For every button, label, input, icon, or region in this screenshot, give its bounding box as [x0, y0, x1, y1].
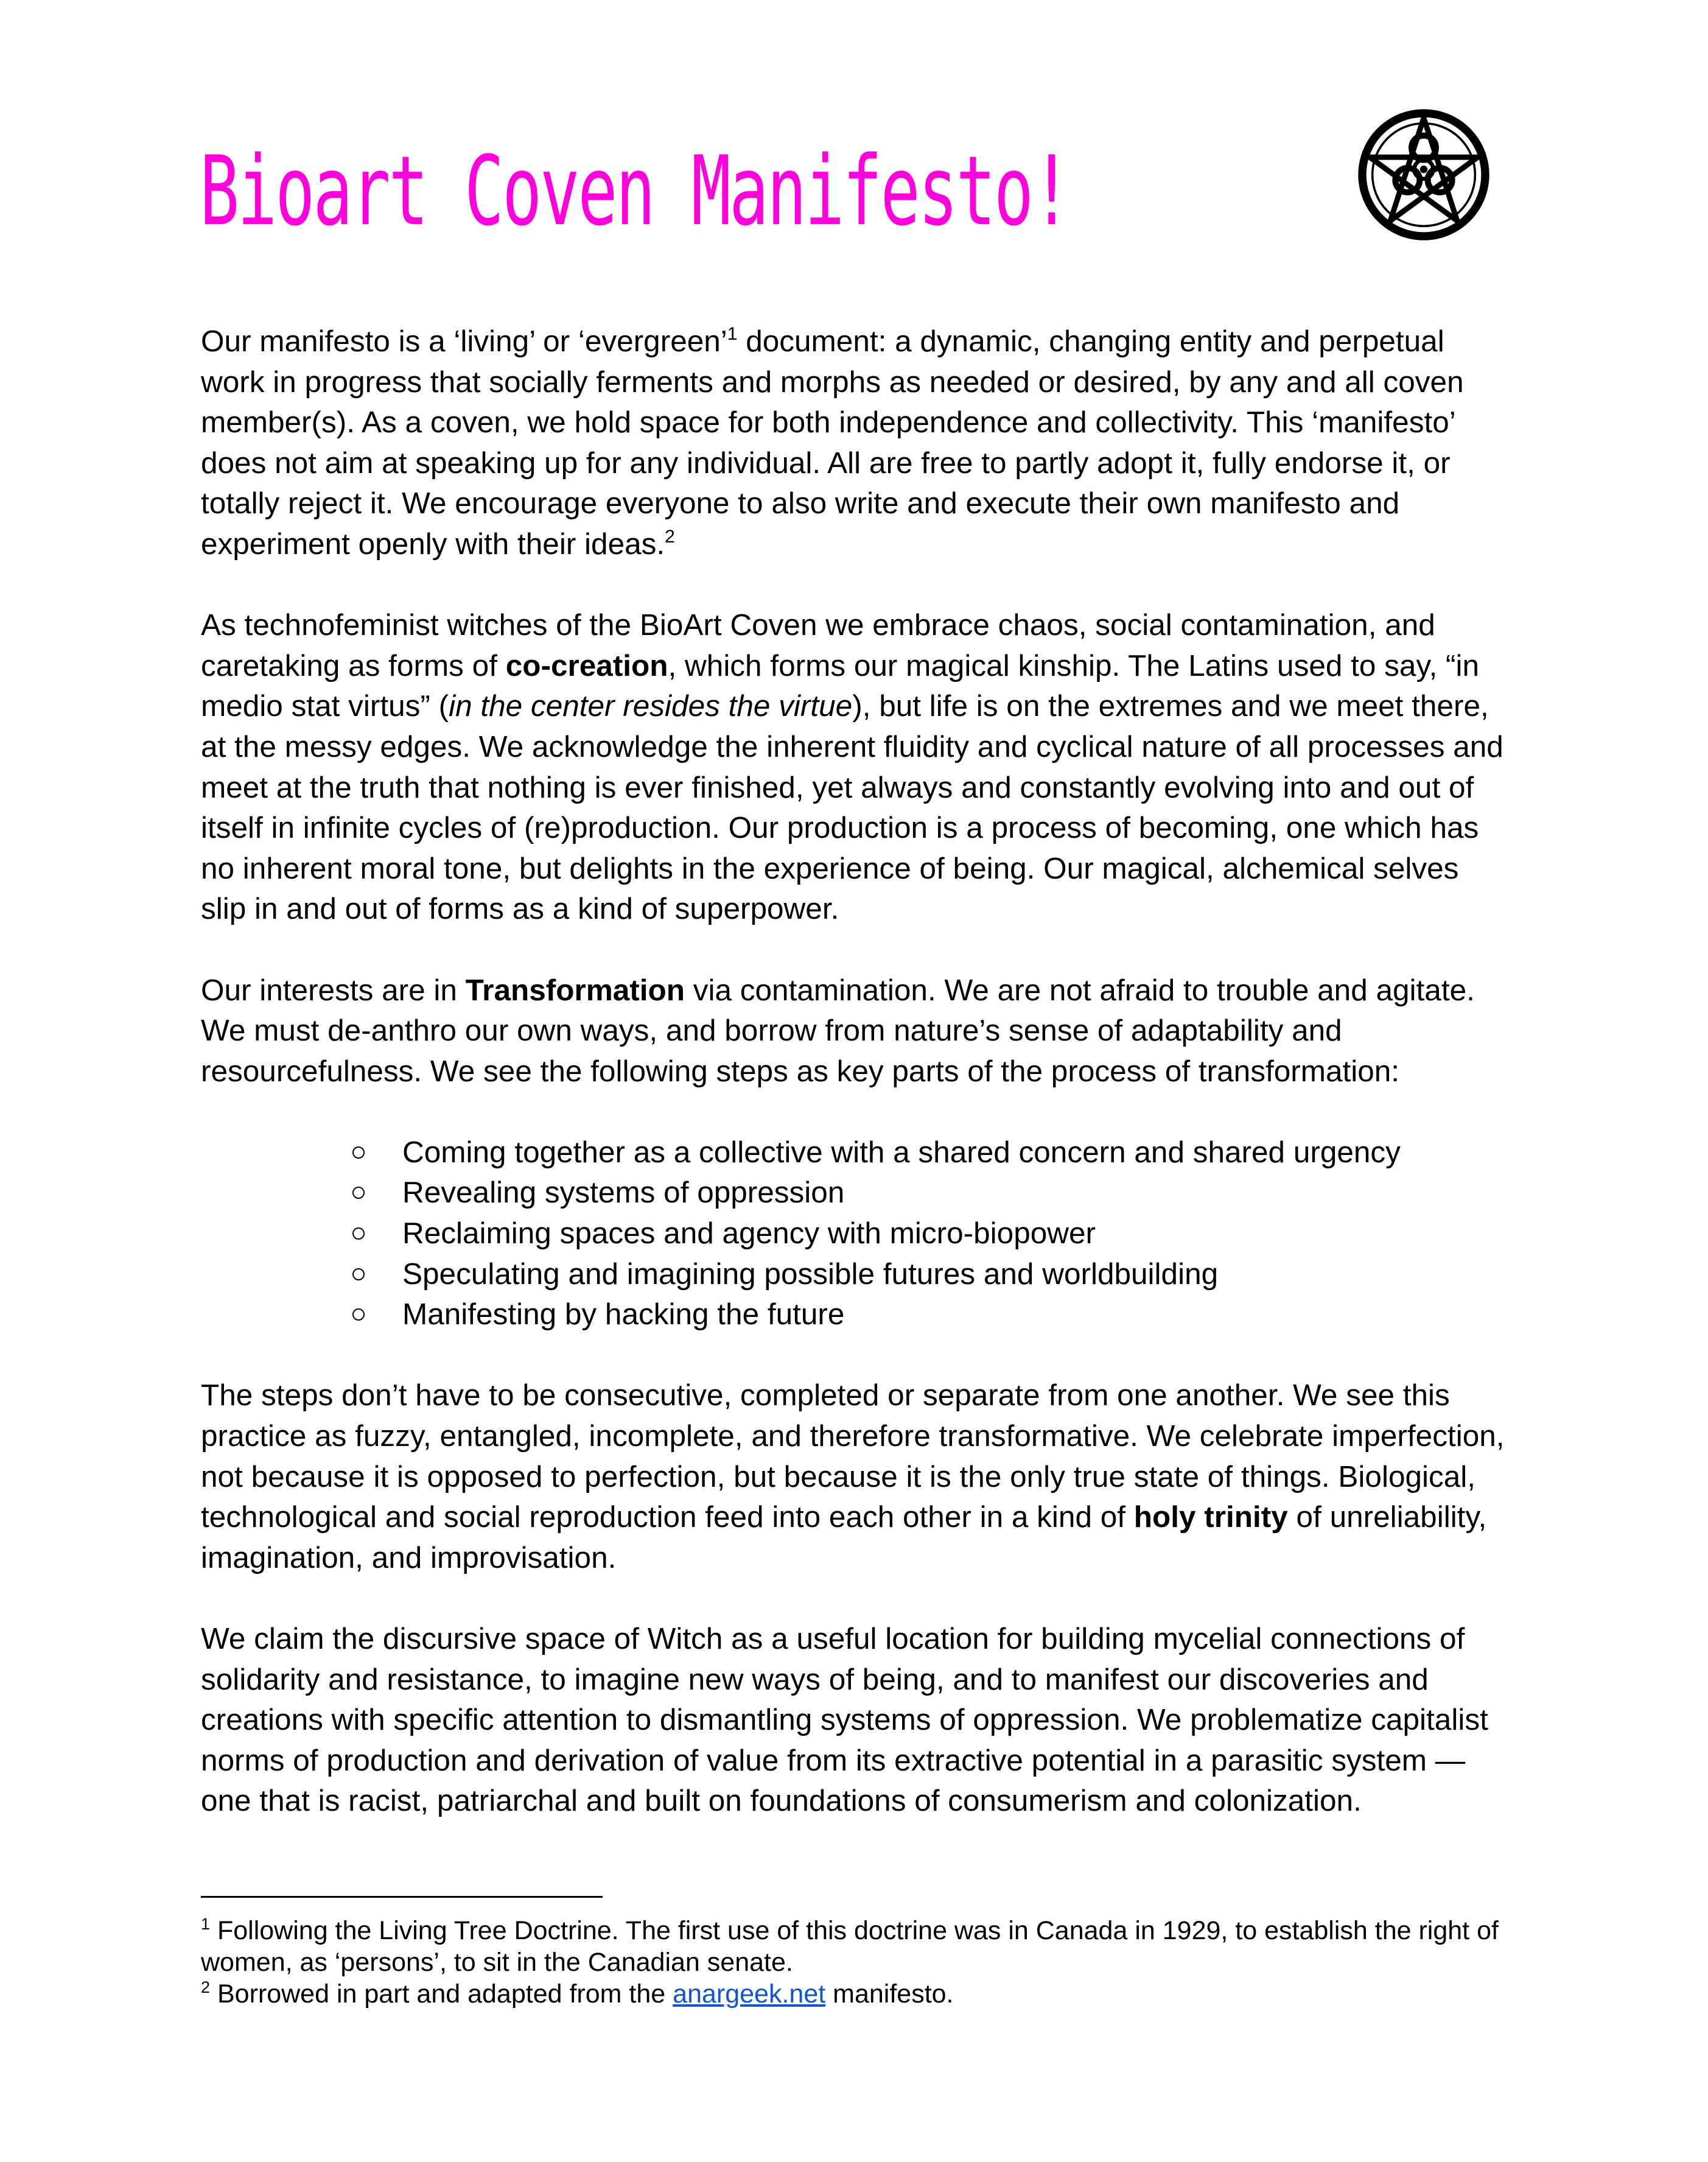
bold-term-transformation: Transformation [465, 973, 685, 1007]
text-segment: document: a dynamic, changing entity and perpetual work in progress that socially ferments and morphs as needed or desired, by any and all coven member(s). As a coven, we hold space for both independence and collectivity. This ‘manifesto’ does not aim at speaking up for any individual. All are free to partly adopt it, fully endorse it, or totally reject it. We encourage everyone to also write and execute their own manifesto and experiment openly with their ideas. [201, 325, 1464, 561]
footnotes [201, 1915, 1510, 2010]
manifesto-body [201, 321, 1510, 1862]
list-item [201, 1254, 1510, 1295]
transformation-steps-list [201, 1132, 1510, 1335]
footnote-2 [201, 1978, 1510, 2010]
text-segment: The steps don’t have to be consecutive, completed or separate from one another. We see this practice as fuzzy, entangled, incomplete, and therefore transformative. We celebrate imperfection, not because it is opposed to perfection, but because it is the only true state of things. Biological, technological and social reproduction feed into each other in a kind of [201, 1378, 1505, 1534]
list-item-text: Speculating and imagining possible futures and worldbuilding [402, 1257, 1219, 1291]
list-item-text: Coming together as a collective with a shared concern and shared urgency [402, 1135, 1401, 1169]
hollow-circle-bullet-icon [352, 1146, 365, 1159]
list-item [201, 1294, 1510, 1335]
list-item [201, 1132, 1510, 1173]
text-segment: As technofeminist witches of the BioArt Coven we embrace chaos, social contamination, and caretaking as forms of [201, 608, 1435, 683]
paragraph-steps [201, 1375, 1510, 1578]
pentagram-biohazard-icon [1356, 107, 1491, 242]
text-segment: , which forms our magical kinship. The Latins used to say, “in medio stat virtus” ( [201, 648, 1480, 723]
footnote-number[interactable]: 2 [201, 1978, 211, 1996]
page-title: Bioart Coven Manifesto! [200, 136, 1070, 248]
footnote-text: manifesto. [825, 1979, 954, 2009]
text-segment: of unreliability, imagination, and improvisation. [201, 1500, 1487, 1574]
hollow-circle-bullet-icon [352, 1268, 365, 1280]
text-segment: via contamination. We are not afraid to trouble and agitate. We must de-anthro our own ways, and borrow from nature’s sense of adaptability and resourcefulness. We see the following steps as key parts of the process of transformation: [201, 973, 1475, 1088]
footnote-number[interactable]: 1 [201, 1915, 211, 1933]
bold-term-co-creation: co-creation [505, 648, 668, 683]
paragraph-witch [201, 1619, 1510, 1822]
text-segment: ), but life is on the extremes and we meet there, at the messy edges. We acknowledge the inherent fluidity and cyclical nature of all processes and meet at the truth that nothing is ever finished, yet always and constantly evolving into and out of itself in infinite cycles of (re)production. Our production is a process of becoming, one which has no inherent moral tone, but delights in the experience of being. Our magical, alchemical selves slip in and out of forms as a kind of superpower. [201, 689, 1503, 926]
hollow-circle-bullet-icon [352, 1187, 365, 1199]
anargeek-link[interactable]: anargeek.net [673, 1979, 826, 2009]
italic-translation: in the center resides the virtue [449, 689, 853, 723]
list-item [201, 1213, 1510, 1254]
hollow-circle-bullet-icon [352, 1227, 365, 1240]
text-segment: Our interests are in [201, 973, 466, 1007]
paragraph-technofeminist [201, 605, 1510, 930]
bold-term-holy-trinity: holy trinity [1133, 1500, 1288, 1534]
list-item-text: Revealing systems of oppression [402, 1176, 845, 1210]
footnote-ref-1[interactable]: 1 [727, 324, 738, 344]
text-segment: Our manifesto is a ‘living’ or ‘evergreen’ [201, 325, 727, 358]
list-item [201, 1173, 1510, 1213]
footnote-1 [201, 1915, 1510, 1978]
footnote-text: Borrowed in part and adapted from the [210, 1979, 673, 2009]
text-segment: We claim the discursive space of Witch as a useful location for building mycelial connections of solidarity and resistance, to imagine new ways of being, and to manifest our discoveries and creations with specific attention to dismantling systems of oppression. We problematize capitalist norms of production and derivation of value from its extractive potential in a parasitic system — one that is racist, patriarchal and built on foundations of consumerism and colonization. [201, 1622, 1488, 1818]
hollow-circle-bullet-icon [352, 1308, 365, 1321]
footnote-ref-2[interactable]: 2 [665, 526, 675, 547]
footnote-text: Following the Living Tree Doctrine. The first use of this doctrine was in Canada in 1929, to establish the right of women, as ‘persons’, to sit in the Canadian senate. [201, 1916, 1499, 1977]
list-item-text: Reclaiming spaces and agency with micro-biopower [402, 1216, 1096, 1251]
paragraph-transformation [201, 970, 1510, 1092]
footnote-divider [201, 1896, 603, 1898]
paragraph-intro [201, 321, 1510, 565]
list-item-text: Manifesting by hacking the future [402, 1297, 845, 1332]
